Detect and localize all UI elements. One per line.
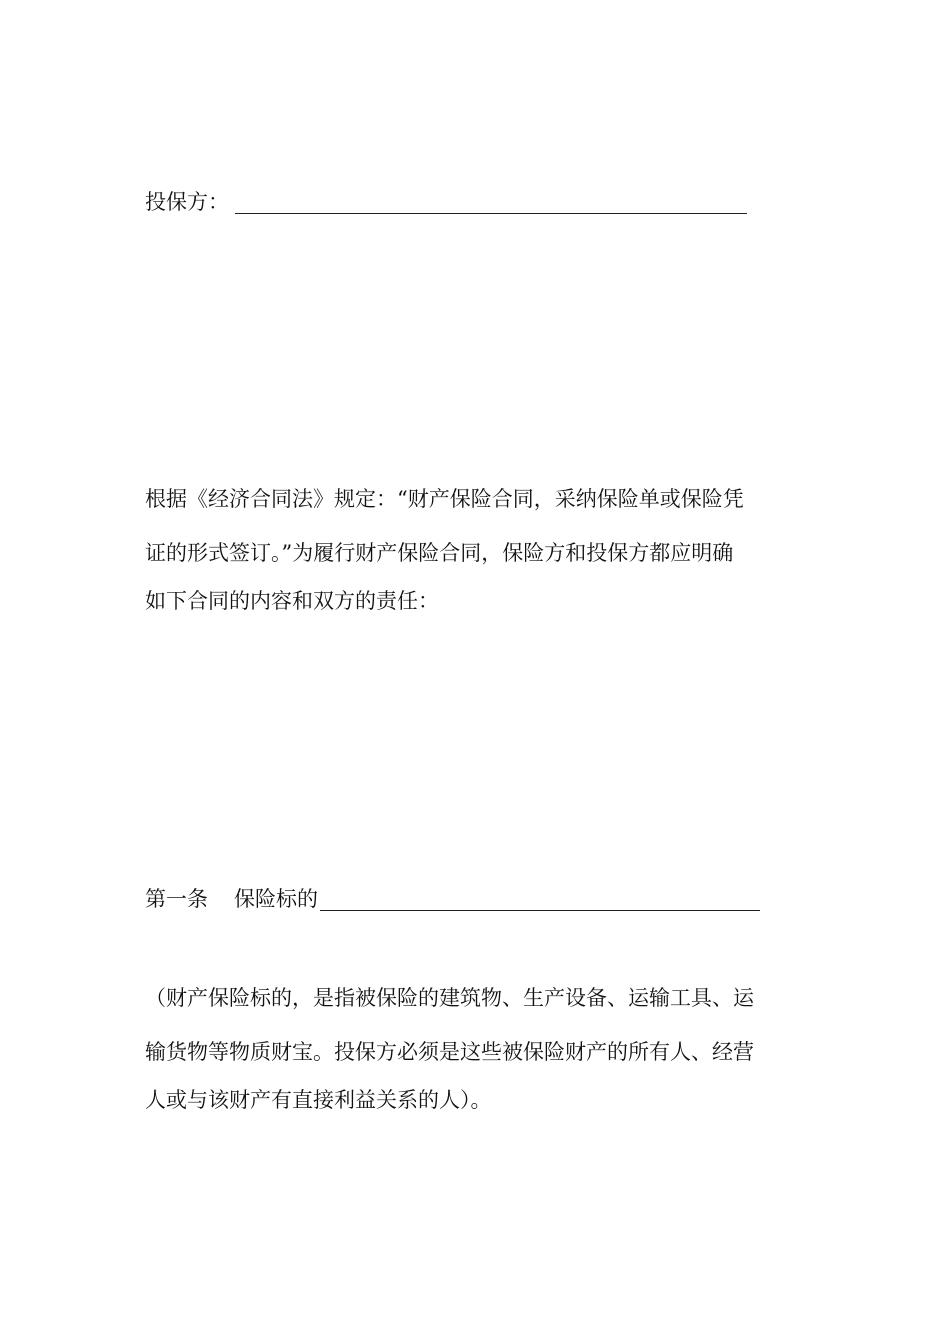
- note-line-3: 人或与该财产有直接利益关系的人）。: [145, 1088, 492, 1112]
- article-number: 第一条: [145, 887, 208, 911]
- policyholder-label: 投保方：: [145, 190, 229, 214]
- policyholder-blank: [235, 212, 747, 214]
- note-line-2: 输货物等物质财宝。投保方必须是这些被保险财产的所有人、经营: [145, 1040, 754, 1064]
- intro-line-3: 如下合同的内容和双方的责任：: [145, 589, 439, 613]
- policyholder-line: [145, 190, 747, 214]
- subject-blank: [320, 909, 760, 911]
- intro-line-1: 根据《经济合同法》规定：“财产保险合同，采纳保险单或保险凭: [145, 487, 744, 511]
- article-title: 保险标的: [234, 887, 318, 911]
- note-line-1: （财产保险标的，是指被保险的建筑物、生产设备、运输工具、运: [145, 986, 754, 1010]
- intro-line-2: 证的形式签订。”为履行财产保险合同，保险方和投保方都应明确: [145, 541, 734, 565]
- article-1-heading: [145, 887, 760, 911]
